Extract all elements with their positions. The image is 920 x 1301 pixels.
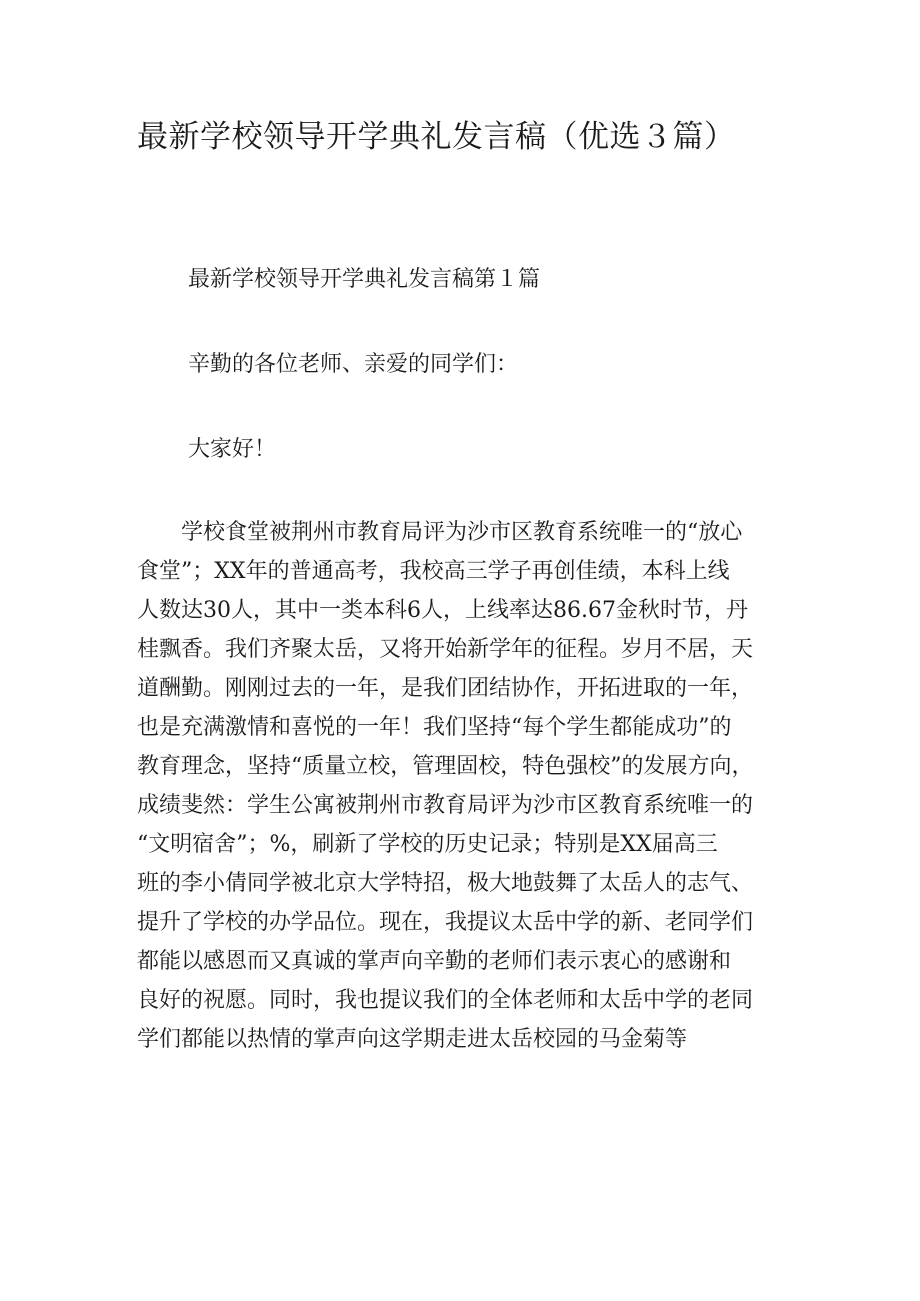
section-heading: 最新学校领导开学典礼发言稿第１篇 xyxy=(188,267,541,292)
hello-line: 大家好！ xyxy=(188,437,277,462)
body-line: “文明宿舍”；%，刷新了学校的历史记录；特别是XX届高三 xyxy=(137,832,718,857)
body-line: 也是充满激情和喜悦的一年！我们坚持“每个学生都能成功”的 xyxy=(137,715,732,740)
body-line: 班的李小倩同学被北京大学特招，极大地鼓舞了太岳人的志气、 xyxy=(137,871,754,896)
body-line: 都能以感恩而又真诚的掌声向辛勤的老师们表示衷心的感谢和 xyxy=(137,949,732,974)
body-paragraph xyxy=(137,513,797,1059)
body-line: 学们都能以热情的掌声向这学期走进太岳校园的马金菊等 xyxy=(137,1027,688,1052)
body-line: 人数达30人，其中一类本科6人，上线率达86.67金秋时节，丹 xyxy=(137,598,748,623)
body-line: 桂飘香。我们齐聚太岳，又将开始新学年的征程。岁月不居，天 xyxy=(137,637,754,662)
body-line: 食堂”；XX年的普通高考，我校高三学子再创佳绩，本科上线 xyxy=(137,559,730,584)
body-line: 成绩斐然：学生公寓被荆州市教育局评为沙市区教育系统唯一的 xyxy=(137,793,754,818)
body-line: 教育理念，坚持“质量立校，管理固校，特色强校”的发展方向， xyxy=(137,754,754,779)
body-line: 学校食堂被荆州市教育局评为沙市区教育系统唯一的“放心 xyxy=(137,520,743,545)
body-line: 道酬勤。刚刚过去的一年，是我们团结协作，开拓进取的一年， xyxy=(137,676,754,701)
greeting-line: 辛勤的各位老师、亲爱的同学们： xyxy=(188,352,519,377)
body-line: 提升了学校的办学品位。现在，我提议太岳中学的新、老同学们 xyxy=(137,910,754,935)
body-line: 良好的祝愿。同时，我也提议我们的全体老师和太岳中学的老同 xyxy=(137,988,754,1013)
document-title: 最新学校领导开学典礼发言稿（优选３篇） xyxy=(137,119,736,155)
